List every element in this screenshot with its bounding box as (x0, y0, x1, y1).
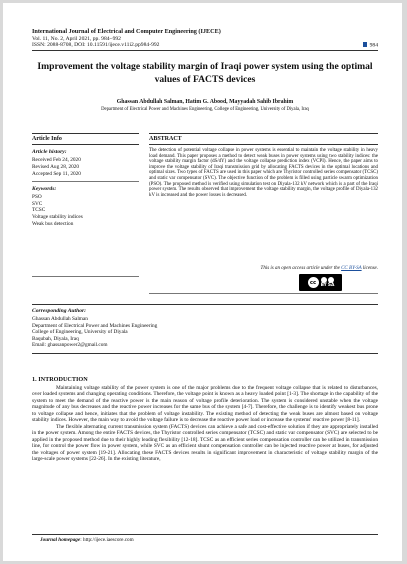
attribution-icon (321, 277, 327, 288)
abstract-heading: ABSTRACT (149, 133, 378, 145)
creative-commons-icon: cc (307, 276, 320, 289)
introduction-section (32, 376, 378, 463)
corresponding-email[interactable]: Email: ghassanpower2@gmail.com (32, 342, 108, 349)
info-divider (32, 181, 139, 182)
open-access-suffix: license. (361, 266, 378, 271)
open-access-prefix: This is an open access article under the (260, 266, 342, 271)
journal-name: International Journal of Electrical and Computer Engineering (IJECE) (32, 28, 221, 35)
keyword: TCSC (32, 207, 46, 214)
corresponding-name: Ghassan Abdullah Salman (32, 316, 88, 322)
article-info-heading: Article Info (32, 133, 139, 145)
journal-header (32, 29, 378, 49)
sa-label: SA (327, 283, 335, 288)
keywords-list (32, 194, 139, 228)
history-revised: Revised Aug 28, 2020 (32, 163, 80, 170)
abstract-bottom-rule (149, 293, 378, 294)
history-list (32, 157, 139, 178)
keyword: Voltage stability indices (32, 214, 83, 221)
by-label: BY (320, 283, 327, 288)
keyword: SVC (32, 200, 43, 207)
header-divider (32, 50, 378, 51)
article-info (32, 133, 139, 228)
page-number (363, 42, 378, 49)
volume-line: Vol. 11, No. 2, April 2021, pp. 984~992 (32, 35, 121, 42)
corresponding-author (32, 304, 378, 354)
footer-label: Journal homepage (40, 537, 81, 543)
keyword: Weak bus detection (32, 220, 74, 227)
homepage-link[interactable]: http://ijece.iaescore.com (82, 537, 134, 543)
introduction-heading: 1. INTRODUCTION (32, 376, 88, 383)
history-heading: Article history: (32, 149, 67, 155)
paper-page (3, 3, 402, 561)
keywords-heading: Keywords: (32, 185, 57, 192)
history-accepted: Accepted Sep 11, 2020 (32, 170, 81, 177)
abstract-text: The detection of potential voltage collapse in power systems is essential to maintain the voltage stability in heavy load demand. This paper proposes a method to detect weak buses in power systems using two stability indices: the voltage stability margin factor (dS/dY) and the voltage collapse prediction index (VCPI). Hence, the paper aims to improve the voltage stability of Iraqi transmission grid by allocating FACTS devices in the optimal locations and optimal sizes. Two types of FACTS are used in this paper which are Thyristor controlled series compensator (TCSC) and static var compensator (SVC). The objective function of the problem is filled using particle swarm optimization (PSO). The proposed method is verified using simulation test on Diyala-132 kV network which is a part of the Iraqi power system. The results observed that improvement the voltage stability margin, the voltage profile of Diyala-132 kV is increased and the power losses is decreased. (149, 148, 378, 198)
corresponding-department: Department of Electrical Power and Machines Engineering (32, 322, 158, 329)
cc-by-sa-badge[interactable] (299, 274, 342, 291)
open-access-note (261, 266, 378, 271)
corresponding-heading: Corresponding Author: (32, 308, 87, 314)
share-alike-icon (328, 277, 335, 288)
issn-line: ISSN: 2088-8708, DOI: 10.11591/ijece.v11i2.pp984-992 (32, 42, 160, 49)
authors: Ghassan Abdullah Salman, Hatim G. Abood, Mayyadah Sahib Ibrahim (116, 99, 294, 105)
keyword: PSO (32, 193, 42, 200)
paper-title: Improvement the voltage stability margin of Iraqi power system using the optimal values of FACTS devices (37, 61, 373, 85)
square-bullet-icon (363, 42, 367, 47)
intro-paragraph: Maintaining voltage stability of the power system is one of the major problems due to the frequent voltage collapse that is related to disturbances, over loaded systems and changing operating conditions. Therefore, the voltage point is known as a heavy loaded point [1-3]. The shortage in the capability of the system to meet the demand of the reactive power is the main reason of voltage profile deterioration. The system is considered unstable when the voltage magnitude of any bus decreases and the reactive power increases for the same bus of the system [4-7]. Therefore, the challenge is to identify weakest bus prone to voltage collapse and hence, initiates that the problem of voltage instability. The existing method of detecting the weak buses are almost based on voltage stability indices. However, the main way to avoid the voltage failure is to decrease the reactive power load or increase the systems' reactive power [8-11]. (32, 385, 378, 424)
abstract (149, 133, 378, 288)
corresponding-college: College of Engineering, University of Diyala (32, 329, 128, 336)
journal-footer: Journal homepage: http://ijece.iaescore.com (40, 537, 134, 543)
history-received: Received Feb 24, 2020 (32, 157, 81, 163)
corresponding-location: Baqubah, Diyala, Iraq (32, 335, 79, 342)
affiliation: Department of Electrical Power and Machines Engineering, College of Engineering, University of Diyala, Iraq (101, 107, 309, 112)
license-link[interactable]: CC BY-SA (341, 266, 362, 271)
intro-paragraph: The flexible alternating current transmission system (FACTS) devices can achieve a safe and cost-effective solution if they are appropriately installed in the power system. Among the entire FACTS devices, the Thyristor controlled series compensator (TCSC) and static var compensator (SVC) are selected to be applied in the proposed method due to their highly leading flexibility [12-18]. TCSC as an efficient series compensation controller can be utilized in transmission line, for control the power flow in power system, while SVC as an efficient shunt compensation controller can be injected reactive power at buses, for adjusted the voltages of power system [19-21]. Allocating these FACTS devices results in significant improvement in characteristic of voltage stability margin of the large-scale power systems [22-26]. In the existing literature, (32, 423, 378, 463)
footer-divider (32, 534, 378, 535)
page-number-text: 984 (369, 42, 378, 49)
info-bottom-rule (32, 276, 139, 277)
